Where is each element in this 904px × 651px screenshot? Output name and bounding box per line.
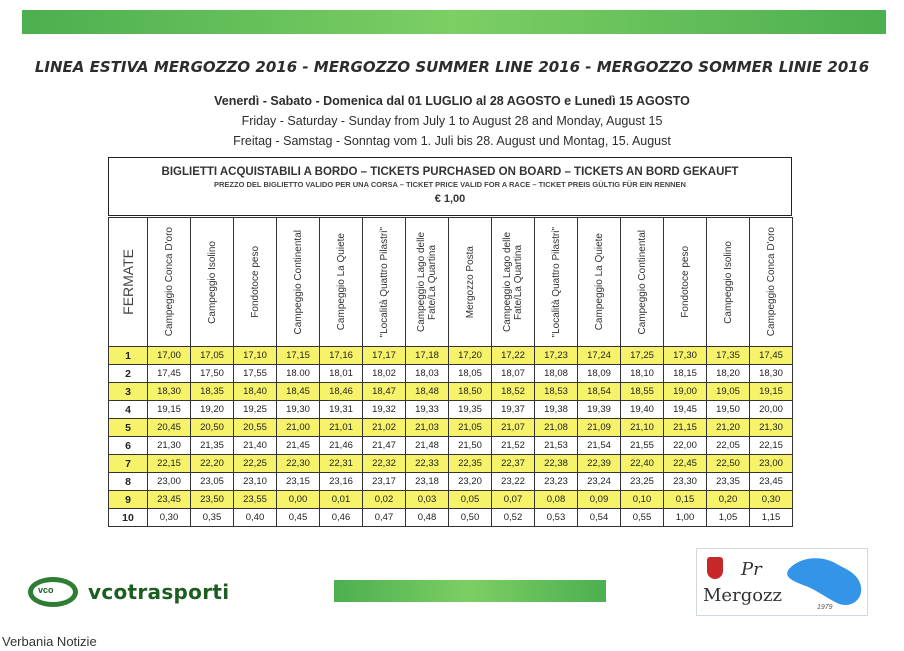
departure-time: 18,07 <box>492 365 535 383</box>
ticket-info-box <box>108 157 792 216</box>
departure-time: 20,50 <box>191 419 234 437</box>
departure-time: 21,01 <box>320 419 363 437</box>
departure-time: 17,30 <box>664 347 707 365</box>
departure-time: 0,10 <box>621 491 664 509</box>
departure-time: 23,50 <box>191 491 234 509</box>
departure-time: 23,24 <box>578 473 621 491</box>
departure-time: 23,05 <box>191 473 234 491</box>
stop-name: Campeggio Isolino <box>722 240 734 324</box>
ticket-price: € 1,00 <box>434 193 466 205</box>
departure-time: 0,30 <box>750 491 793 509</box>
departure-time: 21,15 <box>664 419 707 437</box>
departure-time: 23,25 <box>621 473 664 491</box>
stop-header <box>277 218 320 347</box>
table-row <box>109 401 793 419</box>
bottom-green-bar <box>334 580 606 602</box>
stop-header <box>148 218 191 347</box>
departure-time: 21,30 <box>750 419 793 437</box>
departure-time: 22,38 <box>535 455 578 473</box>
departure-time: 19,05 <box>707 383 750 401</box>
lake-shape-icon <box>785 555 863 611</box>
stop-name: Campeggio Conca D'oro <box>163 227 175 337</box>
departure-time: 21,40 <box>234 437 277 455</box>
stop-header <box>578 218 621 347</box>
departure-time: 22,33 <box>406 455 449 473</box>
departure-time: 0,46 <box>320 509 363 527</box>
departure-time: 19,35 <box>449 401 492 419</box>
pro-mergozzo-logo <box>696 548 868 616</box>
departure-time: 21,48 <box>406 437 449 455</box>
departure-time: 23,00 <box>750 455 793 473</box>
departure-time: 21,20 <box>707 419 750 437</box>
departure-time: 17,25 <box>621 347 664 365</box>
run-number: 6 <box>109 437 148 455</box>
stop-name: Mergozzo Posta <box>464 245 476 319</box>
departure-time: 22,05 <box>707 437 750 455</box>
stop-name: Campeggio Conca D'oro <box>765 227 777 337</box>
departure-time: 18,54 <box>578 383 621 401</box>
departure-time: 0,02 <box>363 491 406 509</box>
departure-time: 18,47 <box>363 383 406 401</box>
departure-time: 23,17 <box>363 473 406 491</box>
table-row <box>109 437 793 455</box>
departure-time: 18,53 <box>535 383 578 401</box>
stop-header <box>492 218 535 347</box>
departure-time: 18,05 <box>449 365 492 383</box>
departure-time: 23,22 <box>492 473 535 491</box>
departure-time: 19,30 <box>277 401 320 419</box>
departure-time: 0,30 <box>148 509 191 527</box>
departure-time: 0,15 <box>664 491 707 509</box>
departure-time: 23,45 <box>750 473 793 491</box>
departure-time: 18,09 <box>578 365 621 383</box>
table-row <box>109 473 793 491</box>
departure-time: 0,47 <box>363 509 406 527</box>
departure-time: 18,55 <box>621 383 664 401</box>
table-row <box>109 509 793 527</box>
departure-time: 17,22 <box>492 347 535 365</box>
run-number: 5 <box>109 419 148 437</box>
departure-time: 17,00 <box>148 347 191 365</box>
departure-time: 23,00 <box>148 473 191 491</box>
departure-time: 17,45 <box>148 365 191 383</box>
departure-time: 17,17 <box>363 347 406 365</box>
run-number: 4 <box>109 401 148 419</box>
departure-time: 0,07 <box>492 491 535 509</box>
vco-badge-text: vco <box>38 585 54 595</box>
departure-time: 18,02 <box>363 365 406 383</box>
departure-time: 0,54 <box>578 509 621 527</box>
departure-time: 17,23 <box>535 347 578 365</box>
fermate-label: FERMATE <box>119 249 136 315</box>
stop-header <box>621 218 664 347</box>
run-number: 7 <box>109 455 148 473</box>
table-row <box>109 347 793 365</box>
pro-logo-year: 1979 <box>817 604 833 611</box>
run-number: 10 <box>109 509 148 527</box>
stop-name: Campeggio Lago delle Fate/La Quartina <box>502 231 524 333</box>
schedule-days-english: Friday - Saturday - Sunday from July 1 to August 28 and Monday, August 15 <box>241 114 663 128</box>
departure-time: 17,15 <box>277 347 320 365</box>
departure-time: 23,20 <box>449 473 492 491</box>
departure-time: 23,18 <box>406 473 449 491</box>
departure-time: 21,47 <box>363 437 406 455</box>
departure-time: 0,08 <box>535 491 578 509</box>
departure-time: 22,31 <box>320 455 363 473</box>
stop-name: Campeggio Isolino <box>206 240 218 324</box>
departure-time: 19,25 <box>234 401 277 419</box>
departure-time: 21,46 <box>320 437 363 455</box>
departure-time: 1,05 <box>707 509 750 527</box>
departure-time: 18.00 <box>277 365 320 383</box>
departure-time: 22,50 <box>707 455 750 473</box>
departure-time: 19,45 <box>664 401 707 419</box>
departure-time: 19,37 <box>492 401 535 419</box>
stop-header <box>320 218 363 347</box>
departure-time: 19,38 <box>535 401 578 419</box>
departure-time: 23,10 <box>234 473 277 491</box>
departure-time: 20,45 <box>148 419 191 437</box>
departure-time: 17,45 <box>750 347 793 365</box>
departure-time: 22,32 <box>363 455 406 473</box>
departure-time: 0,40 <box>234 509 277 527</box>
departure-time: 21,54 <box>578 437 621 455</box>
table-row <box>109 365 793 383</box>
page-title: LINEA ESTIVA MERGOZZO 2016 - MERGOZZO SUMMER LINE 2016 - MERGOZZO SOMMER LINIE 2016 <box>34 58 870 76</box>
departure-time: 22,00 <box>664 437 707 455</box>
departure-time: 21,53 <box>535 437 578 455</box>
departure-time: 18,20 <box>707 365 750 383</box>
departure-time: 23,30 <box>664 473 707 491</box>
stop-name: Campeggio Lago delle Fate/La Quartina <box>416 231 438 333</box>
departure-time: 22,15 <box>148 455 191 473</box>
table-row <box>109 455 793 473</box>
stop-name: Campeggio Continental <box>292 229 304 335</box>
departure-time: 18,08 <box>535 365 578 383</box>
top-green-bar <box>22 10 886 34</box>
departure-time: 18,10 <box>621 365 664 383</box>
departure-time: 22,37 <box>492 455 535 473</box>
departure-time: 21,30 <box>148 437 191 455</box>
departure-time: 1,00 <box>664 509 707 527</box>
departure-time: 21,55 <box>621 437 664 455</box>
departure-time: 21,07 <box>492 419 535 437</box>
departure-time: 0,00 <box>277 491 320 509</box>
departure-time: 18,48 <box>406 383 449 401</box>
departure-time: 23,16 <box>320 473 363 491</box>
stop-header <box>707 218 750 347</box>
departure-time: 19,20 <box>191 401 234 419</box>
departure-time: 18,35 <box>191 383 234 401</box>
departure-time: 19,33 <box>406 401 449 419</box>
departure-time: 0,53 <box>535 509 578 527</box>
stop-header <box>234 218 277 347</box>
departure-time: 22,35 <box>449 455 492 473</box>
stop-header <box>363 218 406 347</box>
stop-name: "Località Quattro Pilastri" <box>378 226 390 338</box>
departure-time: 19,15 <box>148 401 191 419</box>
departure-time: 19,50 <box>707 401 750 419</box>
departure-time: 21,03 <box>406 419 449 437</box>
departure-time: 21,00 <box>277 419 320 437</box>
departure-time: 18,30 <box>148 383 191 401</box>
departure-time: 21,35 <box>191 437 234 455</box>
departure-time: 23,35 <box>707 473 750 491</box>
departure-time: 18,45 <box>277 383 320 401</box>
departure-time: 0,52 <box>492 509 535 527</box>
departure-time: 18,50 <box>449 383 492 401</box>
departure-time: 18,01 <box>320 365 363 383</box>
departure-time: 17,10 <box>234 347 277 365</box>
stop-name: Campeggio Continental <box>636 229 648 335</box>
departure-time: 21,09 <box>578 419 621 437</box>
departure-time: 22,30 <box>277 455 320 473</box>
run-number: 2 <box>109 365 148 383</box>
vco-brand-name: vcotrasporti <box>88 580 230 604</box>
departure-time: 23,55 <box>234 491 277 509</box>
departure-time: 0,50 <box>449 509 492 527</box>
departure-time: 23,15 <box>277 473 320 491</box>
table-row <box>109 419 793 437</box>
stop-name: Fondotoce peso <box>679 246 691 318</box>
departure-time: 21,45 <box>277 437 320 455</box>
departure-time: 0,55 <box>621 509 664 527</box>
schedule-days-italian: Venerdì - Sabato - Domenica dal 01 LUGLIO al 28 AGOSTO e Lunedì 15 AGOSTO <box>214 94 690 108</box>
timetable-header-row <box>109 218 793 347</box>
departure-time: 17,16 <box>320 347 363 365</box>
timetable <box>108 217 793 527</box>
ticket-purchase-note: BIGLIETTI ACQUISTABILI A BORDO – TICKETS PURCHASED ON BOARD – TICKETS AN BORD GEKAUFT <box>161 166 739 178</box>
pro-logo-subtitle: Mergozz <box>703 585 783 606</box>
departure-time: 20,00 <box>750 401 793 419</box>
departure-time: 0,45 <box>277 509 320 527</box>
departure-time: 21,52 <box>492 437 535 455</box>
departure-time: 17,05 <box>191 347 234 365</box>
departure-time: 19,40 <box>621 401 664 419</box>
departure-time: 0,01 <box>320 491 363 509</box>
departure-time: 17,55 <box>234 365 277 383</box>
stop-header <box>191 218 234 347</box>
departure-time: 18,40 <box>234 383 277 401</box>
departure-time: 0,03 <box>406 491 449 509</box>
departure-time: 21,50 <box>449 437 492 455</box>
ticket-validity-note: PREZZO DEL BIGLIETTO VALIDO PER UNA CORSA – TICKET PRICE VALID FOR A RACE – TICKET PREIS GÜLTIG FÜR EIN RENNEN <box>214 180 686 189</box>
departure-time: 21,05 <box>449 419 492 437</box>
run-number: 3 <box>109 383 148 401</box>
timetable-body <box>109 347 793 527</box>
stop-name: Campeggio La Quiete <box>593 233 605 331</box>
departure-time: 0,05 <box>449 491 492 509</box>
table-row <box>109 491 793 509</box>
departure-time: 21,10 <box>621 419 664 437</box>
departure-time: 19,32 <box>363 401 406 419</box>
departure-time: 19,31 <box>320 401 363 419</box>
departure-time: 22,45 <box>664 455 707 473</box>
source-caption: Verbania Notizie <box>2 634 97 649</box>
vcotrasporti-logo <box>28 575 288 611</box>
stop-name: Campeggio La Quiete <box>335 233 347 331</box>
departure-time: 18,52 <box>492 383 535 401</box>
departure-time: 17,20 <box>449 347 492 365</box>
departure-time: 21,08 <box>535 419 578 437</box>
departure-time: 22,25 <box>234 455 277 473</box>
departure-time: 0,09 <box>578 491 621 509</box>
coat-of-arms-icon <box>707 557 723 579</box>
stop-header <box>750 218 793 347</box>
departure-time: 18,15 <box>664 365 707 383</box>
run-number: 8 <box>109 473 148 491</box>
departure-time: 19,15 <box>750 383 793 401</box>
pro-logo-title: Pr <box>741 559 762 580</box>
departure-time: 17,35 <box>707 347 750 365</box>
table-row <box>109 383 793 401</box>
departure-time: 21,02 <box>363 419 406 437</box>
departure-time: 1,15 <box>750 509 793 527</box>
departure-time: 22,20 <box>191 455 234 473</box>
departure-time: 17,24 <box>578 347 621 365</box>
departure-time: 18,30 <box>750 365 793 383</box>
departure-time: 19,39 <box>578 401 621 419</box>
departure-time: 23,23 <box>535 473 578 491</box>
departure-time: 22,40 <box>621 455 664 473</box>
schedule-days-german: Freitag - Samstag - Sonntag vom 1. Juli bis 28. August und Montag, 15. August <box>233 134 671 148</box>
stop-name: Fondotoce peso <box>249 246 261 318</box>
departure-time: 18,46 <box>320 383 363 401</box>
stop-header <box>664 218 707 347</box>
departure-time: 18,03 <box>406 365 449 383</box>
run-number: 9 <box>109 491 148 509</box>
fermate-header <box>109 218 148 347</box>
departure-time: 22,15 <box>750 437 793 455</box>
stop-header <box>535 218 578 347</box>
departure-time: 0,48 <box>406 509 449 527</box>
departure-time: 20,55 <box>234 419 277 437</box>
departure-time: 19,00 <box>664 383 707 401</box>
run-number: 1 <box>109 347 148 365</box>
departure-time: 0,20 <box>707 491 750 509</box>
departure-time: 23,45 <box>148 491 191 509</box>
departure-time: 17,50 <box>191 365 234 383</box>
departure-time: 0,35 <box>191 509 234 527</box>
stop-header <box>406 218 449 347</box>
departure-time: 22,39 <box>578 455 621 473</box>
stop-name: "Località Quattro Pilastri" <box>550 226 562 338</box>
stop-header <box>449 218 492 347</box>
departure-time: 17,18 <box>406 347 449 365</box>
